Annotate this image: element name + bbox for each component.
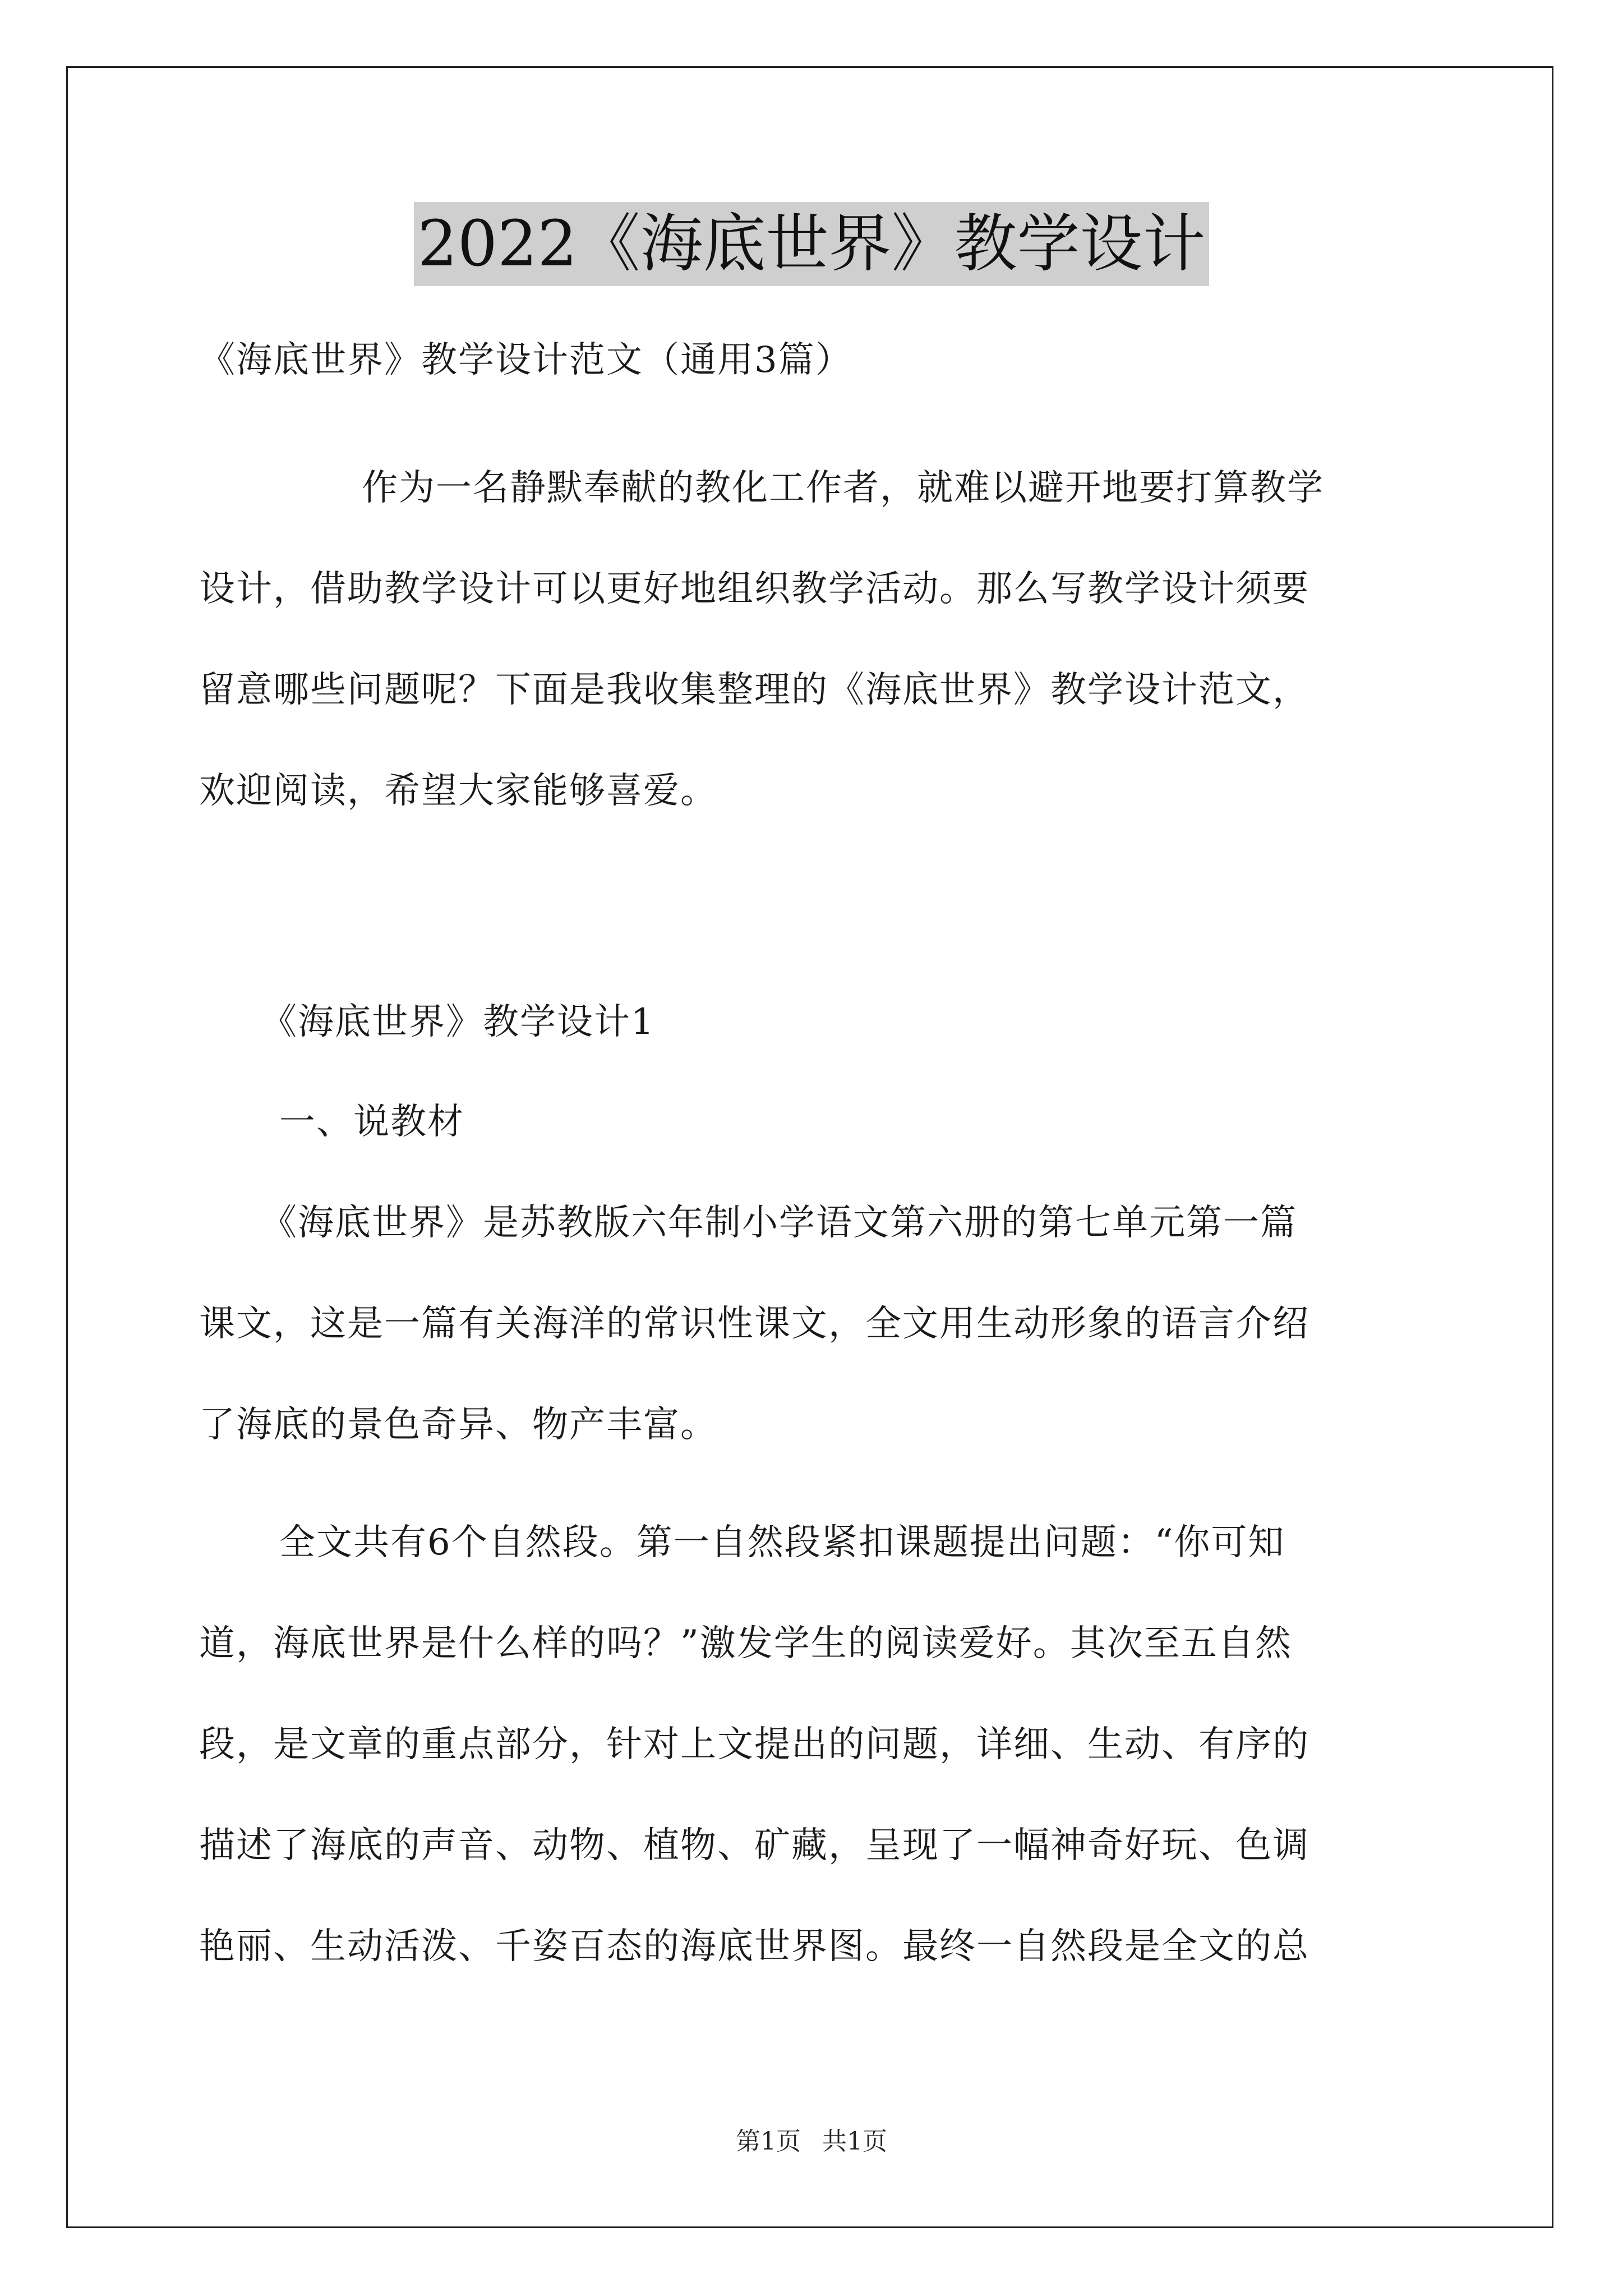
document-subtitle: 《海底世界》教学设计范文（通用3篇） [199,339,852,381]
intro-line: 欢迎阅读，希望大家能够喜爱。 [199,770,717,812]
paragraph-line: 《海底世界》是苏教版六年制小学语文第六册的第七单元第一篇 [261,1202,1297,1244]
page-number: 第1页 [736,2127,801,2156]
intro-line: 设计，借助教学设计可以更好地组织教学活动。那么写教学设计须要 [199,568,1310,610]
page-total: 共1页 [822,2127,887,2156]
paragraph-line: 道，海底世界是什么样的吗？”激发学生的阅读爱好。其次至五自然 [199,1623,1292,1664]
paragraph-line: 课文，这是一篇有关海洋的常识性课文，全文用生动形象的语言介绍 [199,1303,1310,1345]
paragraph-line: 段，是文章的重点部分，针对上文提出的问题，详细、生动、有序的 [199,1724,1310,1765]
section-title: 《海底世界》教学设计1 [261,1001,655,1043]
paragraph-line: 艳丽、生动活泼、千姿百态的海底世界图。最终一自然段是全文的总 [199,1926,1310,1967]
intro-line: 留意哪些问题呢？下面是我收集整理的《海底世界》教学设计范文， [199,669,1310,711]
page-footer [0,2125,1623,2159]
paragraph-line: 描述了海底的声音、动物、植物、矿藏，呈现了一幅神奇好玩、色调 [199,1825,1310,1866]
document-title: 2022《海底世界》教学设计 [414,202,1209,286]
paragraph-line: 全文共有6个自然段。第一自然段紧扣课题提出问题：“你可知 [279,1522,1285,1563]
heading-1: 一、说教材 [279,1101,464,1143]
paragraph-line: 了海底的景色奇异、物产丰富。 [199,1404,717,1446]
intro-line: 作为一名静默奉献的教化工作者，就难以避开地要打算教学 [362,467,1324,509]
page-border [66,66,1553,2228]
title-wrap [0,202,1623,286]
